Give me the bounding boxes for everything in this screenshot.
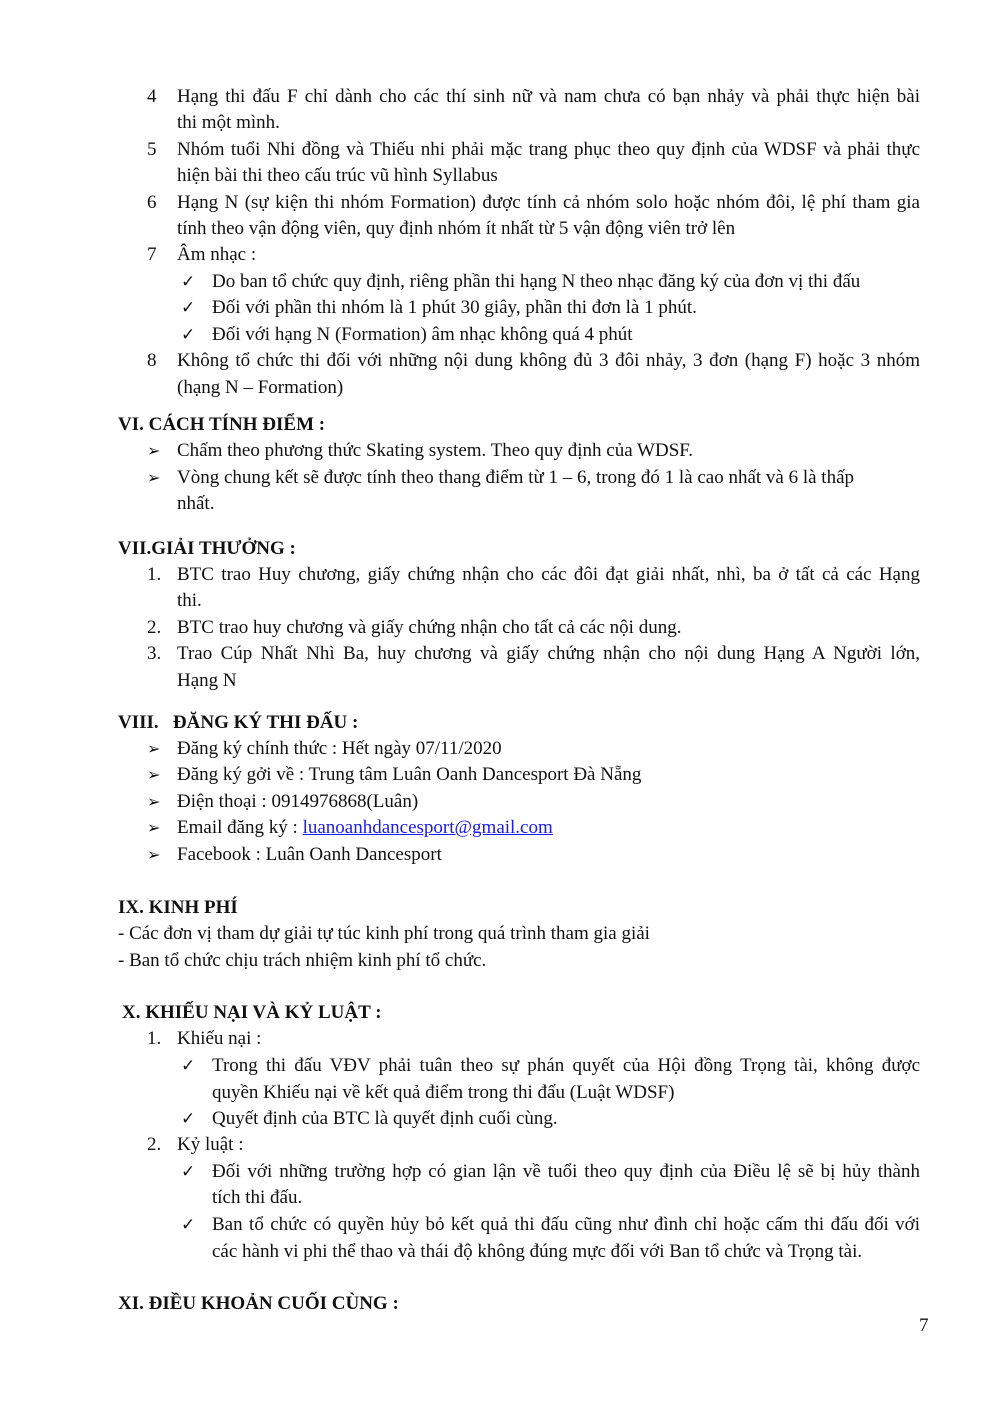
section-heading: VII.GIẢI THƯỞNG : — [118, 538, 296, 559]
arrow-bullet-icon: ➢ — [147, 441, 161, 460]
bullet-text: các hành vi phi thể thao và thái độ không đúng mực đối với Ban tổ chức và Trọng tài. — [212, 1241, 863, 1262]
list-number: 1. — [147, 564, 162, 585]
list-text: thi. — [177, 590, 202, 611]
checkmark-icon: ✓ — [181, 1162, 196, 1182]
arrow-bullet-icon: ➢ — [147, 739, 161, 758]
bullet-text: nhất. — [177, 493, 215, 514]
list-text: Khiếu nại : — [177, 1028, 262, 1049]
bullet-text: Facebook : Luân Oanh Dancesport — [177, 844, 442, 865]
checkmark-icon: ✓ — [181, 1056, 196, 1076]
section-heading: XI. ĐIỀU KHOẢN CUỐI CÙNG : — [118, 1293, 399, 1314]
bullet-text: Ban tổ chức có quyền hủy bỏ kết quả thi đấu cũng như đình chỉ hoặc cấm thi đấu đối với — [212, 1214, 920, 1235]
list-number: 8 — [147, 350, 157, 371]
bullet-text: Điện thoại : 0914976868(Luân) — [177, 791, 419, 812]
section-heading: X. KHIẾU NẠI VÀ KỶ LUẬT : — [122, 1002, 382, 1023]
checkmark-icon: ✓ — [181, 1109, 196, 1129]
arrow-bullet-icon: ➢ — [147, 765, 161, 784]
bullet-text: Vòng chung kết sẽ được tính theo thang điểm từ 1 – 6, trong đó 1 là cao nhất và 6 là thấp — [177, 467, 855, 488]
section-heading: VIII. ĐĂNG KÝ THI ĐẤU : — [118, 712, 359, 733]
arrow-bullet-icon: ➢ — [147, 792, 161, 811]
list-text: BTC trao Huy chương, giấy chứng nhận cho các đôi đạt giải nhất, nhì, ba ở tất cả các Hạng — [177, 564, 920, 585]
bullet-text: quyền Khiếu nại về kết quả điểm trong thi đấu (Luật WDSF) — [212, 1082, 675, 1103]
list-number: 6 — [147, 192, 157, 213]
list-number: 3. — [147, 643, 162, 664]
arrow-bullet-icon: ➢ — [147, 818, 161, 837]
bullet-text: tích thi đấu. — [212, 1187, 303, 1208]
list-text: Không tổ chức thi đối với những nội dung không đủ 3 đôi nhảy, 3 đơn (hạng F) hoặc 3 nhóm — [177, 350, 920, 371]
list-text: Hạng thi đấu F chỉ dành cho các thí sinh nữ và nam chưa có bạn nhảy và phải thực hiện bài — [177, 86, 920, 107]
bullet-text: Đăng ký gởi về : Trung tâm Luân Oanh Dancesport Đà Nẵng — [177, 764, 642, 785]
bullet-text: Đối với những trường hợp có gian lận về tuổi theo quy định của Điều lệ sẽ bị hủy thành — [212, 1161, 920, 1182]
list-text: thi một mình. — [177, 112, 280, 133]
paragraph-line: - Các đơn vị tham dự giải tự túc kinh phí trong quá trình tham gia giải — [118, 923, 650, 944]
checkmark-icon: ✓ — [181, 298, 196, 318]
list-number: 2. — [147, 1134, 162, 1155]
arrow-bullet-icon: ➢ — [147, 468, 161, 487]
checkmark-icon: ✓ — [181, 272, 196, 292]
list-text: Trao Cúp Nhất Nhì Ba, huy chương và giấy chứng nhận cho nội dung Hạng A Người lớn, — [177, 643, 920, 664]
list-text: (hạng N – Formation) — [177, 377, 344, 398]
arrow-bullet-icon: ➢ — [147, 845, 161, 864]
list-text: Hạng N — [177, 670, 237, 691]
list-text: tính theo vận động viên, quy định nhóm ít nhất từ 5 vận động viên trở lên — [177, 218, 736, 239]
paragraph-line: - Ban tổ chức chịu trách nhiệm kinh phí tổ chức. — [118, 950, 487, 971]
bullet-text: Đăng ký chính thức : Hết ngày 07/11/2020 — [177, 738, 502, 759]
list-number: 4 — [147, 86, 157, 107]
list-number: 7 — [147, 244, 157, 265]
checkmark-icon: ✓ — [181, 1215, 196, 1235]
list-text: Hạng N (sự kiện thi nhóm Formation) được tính cả nhóm solo hoặc nhóm đôi, lệ phí tham gia — [177, 192, 920, 213]
checkmark-icon: ✓ — [181, 325, 196, 345]
email-label: Email đăng ký : — [177, 817, 303, 838]
bullet-text: Chấm theo phương thức Skating system. Theo quy định của WDSF. — [177, 440, 694, 461]
list-number: 1. — [147, 1028, 162, 1049]
section-heading: IX. KINH PHÍ — [118, 897, 238, 918]
list-text: hiện bài thi theo cấu trúc vũ hình Syllabus — [177, 165, 498, 186]
page-number: 7 — [919, 1315, 929, 1336]
bullet-text: Đối với hạng N (Formation) âm nhạc không quá 4 phút — [212, 324, 633, 345]
section-heading: VI. CÁCH TÍNH ĐIỂM : — [118, 414, 326, 435]
list-number: 2. — [147, 617, 162, 638]
bullet-text: Do ban tổ chức quy định, riêng phần thi hạng N theo nhạc đăng ký của đơn vị thi đấu — [212, 271, 861, 292]
bullet-text: Trong thi đấu VĐV phải tuân theo sự phán quyết của Hội đồng Trọng tài, không được — [212, 1055, 920, 1076]
list-text: Nhóm tuổi Nhi đồng và Thiếu nhi phải mặc trang phục theo quy định của WDSF và phải thực — [177, 139, 920, 160]
email-link[interactable]: luanoanhdancesport@gmail.com — [302, 817, 553, 838]
list-number: 5 — [147, 139, 157, 160]
list-text: BTC trao huy chương và giấy chứng nhận cho tất cả các nội dung. — [177, 617, 682, 638]
bullet-text: Quyết định của BTC là quyết định cuối cùng. — [212, 1108, 558, 1129]
bullet-text: Đối với phần thi nhóm là 1 phút 30 giây, phần thi đơn là 1 phút. — [212, 297, 697, 318]
list-text: Âm nhạc : — [177, 244, 257, 265]
bullet-text — [177, 815, 553, 842]
list-text: Kỷ luật : — [177, 1134, 244, 1155]
